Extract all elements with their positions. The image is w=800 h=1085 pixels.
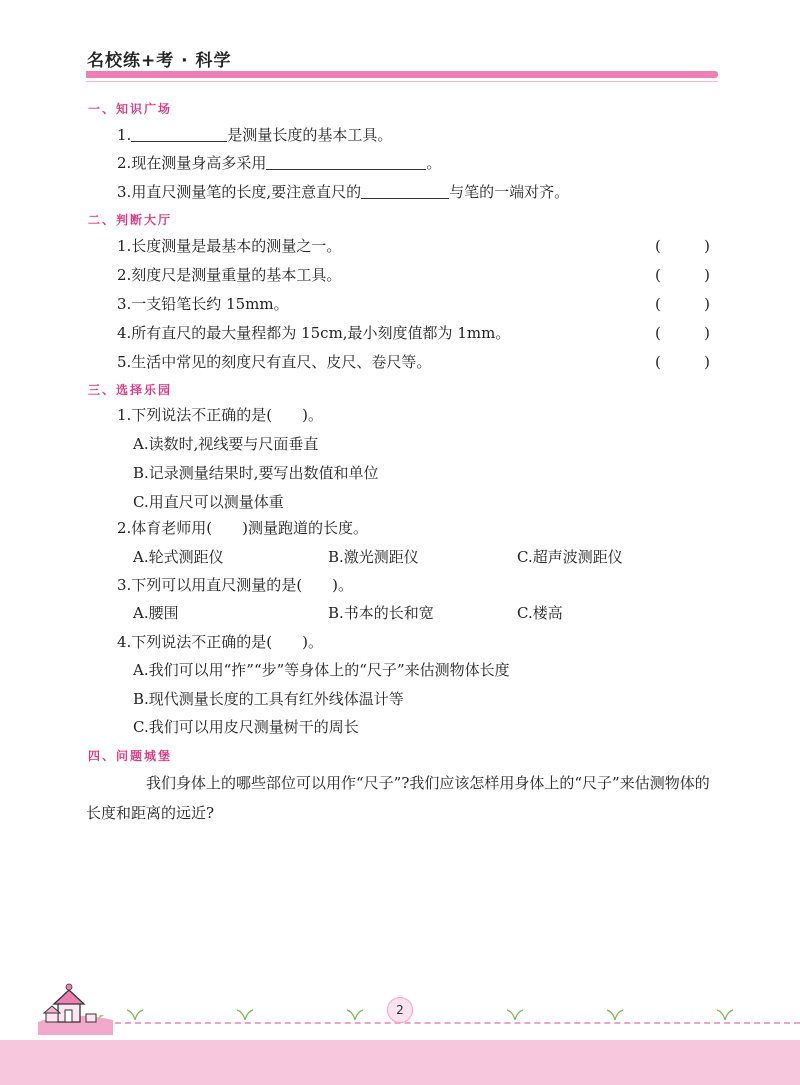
footer-dashed-line (95, 1022, 800, 1024)
choice-stem: 3.下列可以用直尺测量的是( )。 (117, 576, 354, 594)
fill-blank-item (117, 182, 569, 202)
fill-blank-item (117, 125, 392, 145)
answer-blank[interactable] (361, 182, 449, 199)
answer-paren[interactable]: ( ) (655, 295, 710, 313)
choice-option: C.楼高 (517, 604, 563, 622)
item-number: 2. (117, 154, 132, 172)
judge-item: 5.生活中常见的刻度尺有直尺、皮尺、卷尺等。 (117, 353, 432, 371)
answer-blank[interactable] (266, 153, 426, 170)
answer-paren[interactable]: ( ) (655, 353, 710, 371)
open-question: 我们身体上的哪些部位可以用作“尺子”?我们应该怎样用身体上的“尺子”来估测物体的长度和距离的远近? (86, 774, 710, 822)
judge-item: 4.所有直尺的最大量程都为 15cm,最小刻度值都为 1mm。 (117, 324, 511, 342)
answer-paren[interactable]: ( ) (655, 266, 710, 284)
choice-option: B.记录测量结果时,要写出数值和单位 (133, 464, 379, 482)
choice-stem: 2.体育老师用( )测量跑道的长度。 (117, 519, 369, 537)
choice-option: A.腰围 (133, 604, 179, 622)
answer-paren[interactable]: ( ) (655, 324, 710, 342)
fill-blank-item (117, 153, 441, 173)
choice-option: B.书本的长和宽 (328, 604, 434, 622)
choice-option: A.我们可以用“拃”“步”等身体上的“尺子”来估测物体长度 (133, 661, 510, 679)
answer-paren[interactable]: ( ) (655, 237, 710, 255)
choice-option: A.轮式测距仪 (133, 548, 224, 566)
choice-option: B.现代测量长度的工具有红外线体温计等 (133, 690, 404, 708)
page-number: 2 (387, 997, 413, 1023)
choice-stem: 1.下列说法不正确的是( )。 (117, 406, 324, 424)
section-title-choice: 三、选择乐园 (88, 383, 173, 397)
choice-option: C.超声波测距仪 (517, 548, 623, 566)
item-text: 用直尺测量笔的长度,要注意直尺的 (131, 183, 362, 201)
choice-stem: 4.下列说法不正确的是( )。 (117, 633, 324, 651)
item-number: 3. (117, 183, 132, 201)
header-divider (86, 71, 718, 78)
item-text: 是测量长度的基本工具。 (227, 126, 393, 144)
choice-option: C.用直尺可以测量体重 (133, 493, 284, 511)
item-text: 。 (426, 154, 442, 172)
sprout-decorations (95, 996, 795, 1022)
item-text: 与笔的一端对齐。 (449, 183, 570, 201)
judge-item: 1.长度测量是最基本的测量之一。 (117, 237, 342, 255)
choice-option: C.我们可以用皮尺测量树干的周长 (133, 718, 359, 736)
section-title-knowledge: 一、知识广场 (88, 102, 173, 116)
judge-item: 2.刻度尺是测量重量的基本工具。 (117, 266, 342, 284)
footer-band (0, 1040, 800, 1085)
answer-blank[interactable] (131, 125, 227, 142)
header-divider-thin (86, 81, 718, 82)
section-title-question: 四、问题城堡 (88, 749, 173, 763)
item-text: 现在测量身高多采用 (131, 154, 267, 172)
choice-option: B.激光测距仪 (328, 548, 419, 566)
page-header-title: 名校练+考 · 科学 (87, 51, 232, 71)
judge-item: 3.一支铅笔长约 15mm。 (117, 295, 289, 313)
choice-option: A.读数时,视线要与尺面垂直 (133, 435, 319, 453)
section-title-judge: 二、判断大厅 (88, 213, 173, 227)
item-number: 1. (117, 126, 132, 144)
